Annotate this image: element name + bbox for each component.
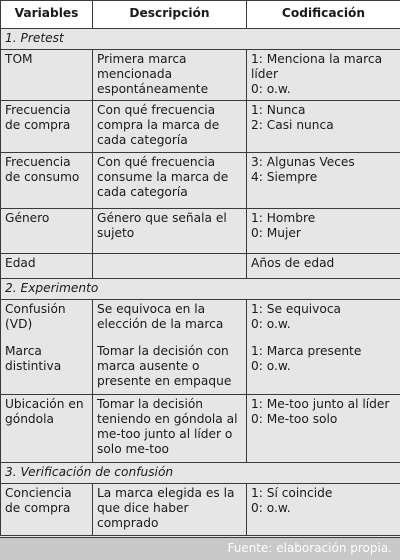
table-row-conciencia	[1, 484, 400, 536]
table-row-confusion-marca	[1, 300, 400, 395]
cell-coding: 1: Sí coincide 0: o.w.	[247, 484, 400, 536]
table-row-frecuencia-compra	[1, 101, 400, 153]
cell-description	[93, 300, 247, 395]
header-descripcion: Descripción	[93, 1, 247, 29]
cell-variable: Conciencia de compra	[1, 484, 93, 536]
cell-variable-marca: Marca distintiva	[5, 344, 62, 373]
cell-coding: 1: Hombre 0: Mujer	[247, 209, 400, 254]
cell-description-confusion: Se equivoca en la elección de la marca	[97, 302, 224, 331]
section-title-verificacion: 3. Verificación de confusión	[1, 463, 400, 484]
cell-coding: 3: Algunas Veces 4: Siempre	[247, 153, 400, 209]
cell-coding	[247, 300, 400, 395]
cell-description: La marca elegida es la que dice haber comprado	[93, 484, 247, 536]
table-row-ubicacion	[1, 395, 400, 463]
cell-description: Género que señala el sujeto	[93, 209, 247, 254]
cell-variable: TOM	[1, 50, 93, 101]
header-row	[1, 1, 400, 29]
cell-description-marca: Tomar la decisión con marca ausente o presente en empaque	[97, 344, 232, 388]
cell-variable: Género	[1, 209, 93, 254]
section-row-pretest	[1, 29, 400, 50]
cell-variable: Edad	[1, 254, 93, 279]
table-row-tom	[1, 50, 400, 101]
table-row-genero	[1, 209, 400, 254]
header-codificacion: Codificación	[247, 1, 400, 29]
cell-variable: Frecuencia de consumo	[1, 153, 93, 209]
table-row-frecuencia-consumo	[1, 153, 400, 209]
cell-coding: 1: Me-too junto al líder 0: Me-too solo	[247, 395, 400, 463]
cell-coding: 1: Menciona la marca líder 0: o.w.	[247, 50, 400, 101]
source-note: Fuente: elaboración propia.	[227, 541, 392, 555]
table-row-edad	[1, 254, 400, 279]
section-title-experimento: 2. Experimento	[1, 279, 400, 300]
cell-variable: Ubicación en góndola	[1, 395, 93, 463]
cell-coding: Años de edad	[247, 254, 400, 279]
cell-description: Tomar la decisión teniendo en góndola al me-too junto al líder o solo me-too	[93, 395, 247, 463]
section-row-verificacion	[1, 463, 400, 484]
cell-coding-marca: 1: Marca presente 0: o.w.	[251, 344, 362, 373]
section-row-experimento	[1, 279, 400, 300]
cell-description: Primera marca mencionada espontáneamente	[93, 50, 247, 101]
cell-coding: 1: Nunca 2: Casi nunca	[247, 101, 400, 153]
cell-coding-confusion: 1: Se equivoca 0: o.w.	[251, 302, 342, 331]
cell-variable: Frecuencia de compra	[1, 101, 93, 153]
cell-variable-confusion: Confusión (VD)	[5, 302, 66, 331]
cell-description: Con qué frecuencia compra la marca de cada categoría	[93, 101, 247, 153]
cell-description	[93, 254, 247, 279]
section-title-pretest: 1. Pretest	[1, 29, 400, 50]
source-footer	[0, 537, 400, 560]
cell-description: Con qué frecuencia consume la marca de cada categoría	[93, 153, 247, 209]
cell-variable	[1, 300, 93, 395]
header-variables: Variables	[1, 1, 93, 29]
